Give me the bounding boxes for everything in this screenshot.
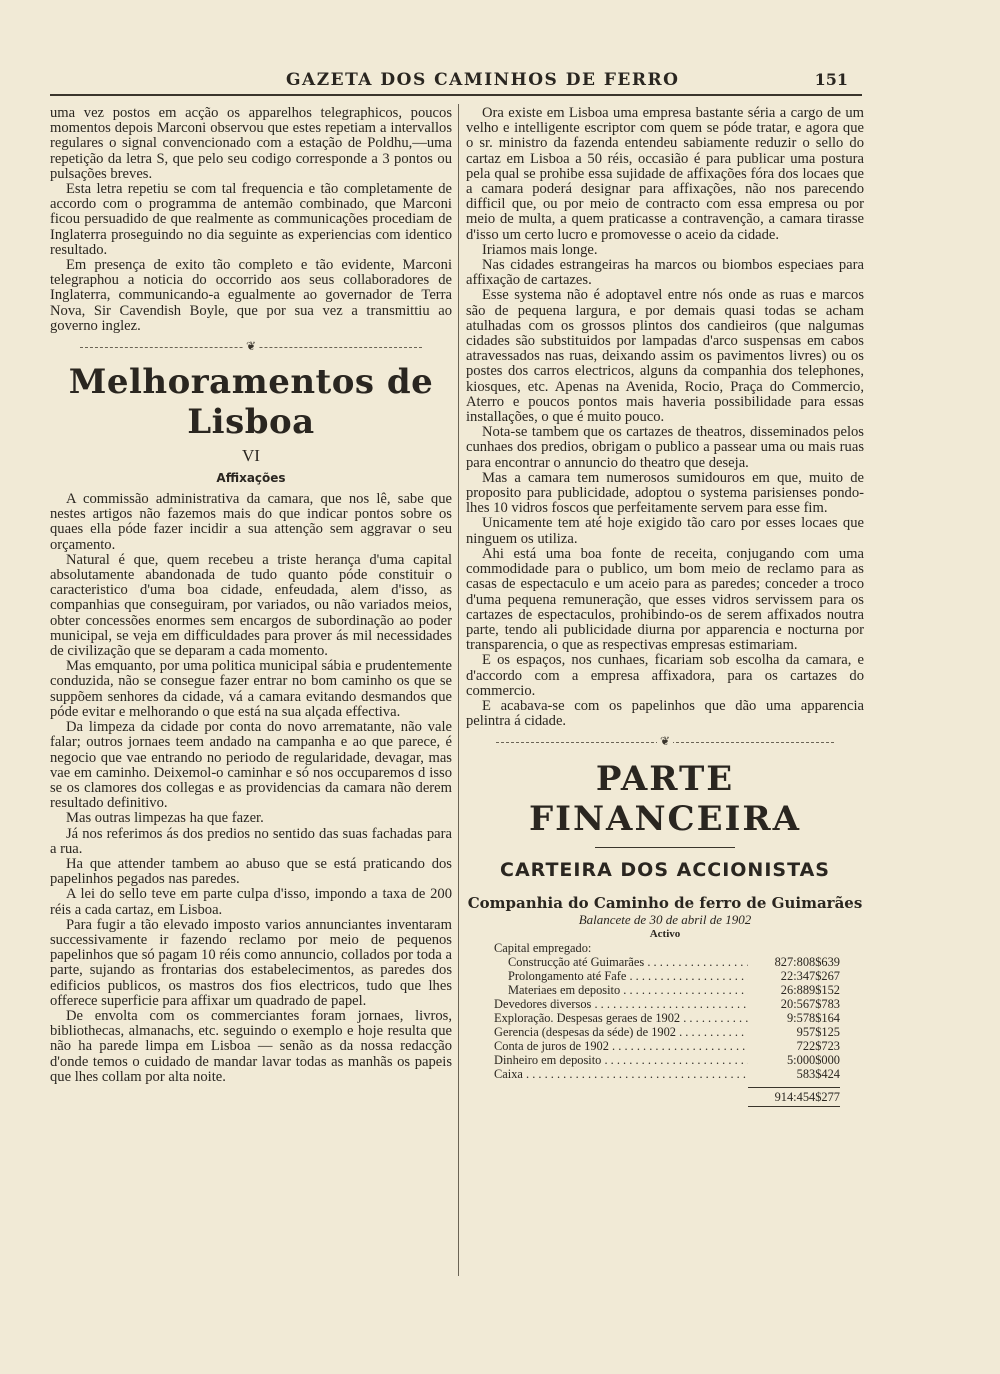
row-value: 957$125 <box>796 1025 840 1040</box>
paragraph: Mas a camara tem numerosos sumidouros em que, muito de proposito para publicidade, adoptou o systema parisienses pondo-lhes 10 vidros foscos que perfeitamente servem para esse fim. <box>466 469 864 517</box>
table-row <box>494 1067 840 1081</box>
rule <box>595 847 735 848</box>
column-divider <box>458 104 459 1276</box>
paragraph: Unicamente tem até hoje exigido tão caro por esses locaes que ninguem os utiliza. <box>466 515 864 547</box>
section-title: Melhoramentos de Lisboa <box>68 362 434 443</box>
table-row <box>494 1053 840 1067</box>
row-value: 26:889$152 <box>780 983 840 998</box>
row-label: Conta de juros de 1902 . . . <box>494 1039 748 1053</box>
paragraph: A lei do sello teve em parte culpa d'isso, impondo a taxa de 200 réis a cada cartaz, em Lisboa. <box>50 886 452 918</box>
paragraph: Mas outras limpezas ha que fazer. <box>66 810 264 827</box>
table-row <box>494 1025 840 1039</box>
row-value: 827:808$639 <box>774 955 840 970</box>
table-row <box>494 955 840 969</box>
journal-title: GAZETA DOS CAMINHOS DE FERRO <box>286 70 680 90</box>
section-subtitle: Affixações <box>216 471 286 486</box>
row-label: Gerencia (despesas da séde) de 1902 . . . <box>494 1025 748 1039</box>
table-row <box>494 983 840 997</box>
paragraph: E os espaços, nos cunhaes, ficariam sob escolha da camara, e d'accordo com a empresa affixadora, para os cartazes do commercio. <box>466 652 864 699</box>
page-number: 151 <box>814 70 848 89</box>
paragraph: Nas cidades estrangeiras ha marcos ou biombos especiaes para affixação de cartazes. <box>466 257 864 289</box>
row-value: 22:347$267 <box>780 969 840 984</box>
paragraph: Ahi está uma boa fonte de receita, conjugando com uma commodidade para o publico, um bom meio de reclamo para as casas de espectaculo e um aceio para as paredes; conceder a troco d'uma pequena remuneração, que esses vidros servissem para os cartazes de espectaculos, prohibindo-os de serem affixados noutra parte, tendo ali publicidade diurna por apparencia e nocturna por transparencia, o que as respectivas empresas estimariam. <box>466 545 864 654</box>
capital-label: Capital empregado: <box>494 941 592 956</box>
row-label: Prolongamento até Fafe . . . <box>494 969 748 983</box>
table-row <box>494 1011 840 1025</box>
paragraph: Já nos referimos ás dos predios no sentido das suas fachadas para a rua. <box>50 825 452 857</box>
balance-date: Balancete de 30 de abril de 1902 <box>578 912 752 928</box>
total-value: 914:454$277 <box>748 1087 840 1107</box>
company-name: Companhia do Caminho de ferro de Guimarães <box>467 894 863 913</box>
paragraph: Nota-se tambem que os cartazes de theatros, disseminados pelos cunhaes dos predios, obrigam o publico a passear uma ou mais ruas para encontrar o annuncio do theatro que deseja. <box>466 424 864 471</box>
row-label: Devedores diversos . . . <box>494 997 748 1011</box>
paragraph: Esta letra repetiu se com tal frequencia e tão completamente de accordo com o programma de antemão combinado, que Marconi ficou persuadido de que realmente as communicações procediam de Inglaterra proseguindo no dia seguinte as experiencias com identico resultado. <box>50 181 452 258</box>
paragraph: Em presença de exito tão completo e tão evidente, Marconi telegraphou a noticia do occorrido aos seus collaboradores de Inglaterra, communicando-a egualmente ao governador de Terra Nova, Sir Cavendish Boyle, que por sua vez a transmittiu ao governo inglez. <box>50 257 452 334</box>
paragraph: Iriamos mais longe. <box>482 241 598 258</box>
balance-table <box>494 941 840 1107</box>
row-value: 9:578$164 <box>786 1011 840 1026</box>
row-value: 722$723 <box>796 1039 840 1054</box>
paragraph: Ha que attender tambem ao abuso que se está praticando dos papelinhos pegados nas paredes. <box>50 855 452 888</box>
portfolio-title: CARTEIRA DOS ACCIONISTAS <box>500 859 830 882</box>
section-number: VI <box>242 446 260 466</box>
row-label: Dinheiro em deposito . . . <box>494 1053 748 1067</box>
paragraph: Natural é que, quem recebeu a triste herança d'uma capital absolutamente abandonada de tudo quanto póde constituir o caracteristico d'uma boa cidade, enfeudada, alem d'isso, as companhias que conseguiram, por variados, ou não variados meios, obter concessões enormes sem encargos de subordinação ao poder municipal, se veja em difficuldades para prover ás mil necessidades de civilização que se deparam a cada momento. <box>50 551 452 660</box>
section-divider <box>466 733 864 751</box>
row-label: Exploração. Despesas geraes de 1902 . . . <box>494 1011 748 1025</box>
paragraph: Da limpeza da cidade por conta do novo arrematante, não vale falar; outros jornaes teem andado na campanha e ao que parece, é negocio que vae entrando no periodo de regularidade, devagar, mas vae em caminho. Deixemol-o caminhar e só nos occuparemos d isso se os clamores dos collegas e as providencias da camara não derem resultado definitivo. <box>50 719 452 812</box>
paragraph: uma vez postos em acção os apparelhos telegraphicos, poucos momentos depois Marconi observou que estes repetiam a intervallos regulares o signal convencionado com a estação de Poldhu,—uma repetição da letra S, que pelo seu codigo corresponde a 3 pontos ou pulsações breves. <box>50 105 452 182</box>
finance-title: PARTE FINANCEIRA <box>528 759 802 840</box>
row-label: Caixa . . . <box>494 1067 748 1081</box>
paragraph: E acabava-se com os papelinhos que dão uma apparencia pelintra á cidade. <box>466 697 864 730</box>
row-value: 5:000$000 <box>786 1053 840 1068</box>
page-header <box>50 64 862 96</box>
row-label: Materiaes em deposito . . . <box>494 983 748 997</box>
row-value: 20:567$783 <box>780 997 840 1012</box>
paragraph: Esse systema não é adoptavel entre nós onde as ruas e marcos são de pequena largura, e por demais quasi todas se acham atulhadas com os grossos plintos dos candieiros (que nalgumas cidades são substituidos por lampadas d'arco suspensas em cabos atravessados nas ruas, deixando assim os pavimentos livres) ou os postes dos carros electricos, alguns da companhia dos telephones, kiosques, etc. Apenas na Avenida, Rocio, Praça do Commercio, Aterro e poucos pontos mais haveria possibilidade para essas installações, o que é muito pouco. <box>466 287 864 426</box>
right-column <box>466 106 864 1107</box>
table-row <box>494 969 840 983</box>
table-row <box>494 997 840 1011</box>
section-divider <box>50 338 452 356</box>
paragraph: Ora existe em Lisboa uma empresa bastante séria a cargo de um velho e intelligente escriptor com quem se póde tratar, e agora que o sr. ministro da fazenda entendeu sabiamente reduzir o sello do cartaz em Lisboa a 50 réis, occasião é para publicar uma postura pela qual se prohibe essa sujidade de affixações fóra dos locaes que a camara poderá designar para affixações, não nos parecendo difficil que, ou por meio de contracto com essa empresa ou por meio de multa, a quem praticasse a contravenção, a camara tirasse d'isso um certo lucro e promovesse o aceio da cidade. <box>466 105 864 243</box>
left-column <box>50 106 452 1085</box>
row-value: 583$424 <box>796 1067 840 1082</box>
ornament-icon: ❦ <box>657 735 673 747</box>
paragraph: Mas emquanto, por uma politica municipal sábia e prudentemente conduzida, não se consegue fazer entrar no bom caminho os que se suppõem senhores da cidade, vá a camara evitando desmandos que póde evitar e melhorando o que está na sua alçada effectiva. <box>50 658 452 720</box>
ornament-icon: ❦ <box>243 340 259 352</box>
total-row <box>494 1087 840 1107</box>
paragraph: De envolta com os commerciantes foram jornaes, livros, bibliothecas, almanachs, etc. seguindo o exemplo e hoje resulta que não ha parede limpa em Lisboa — senão as da nossa redacção d'onde temos o cuidado de mandar lavar todas as manhãs os papeis que lhes collam por alta noite. <box>50 1007 452 1085</box>
activo-label: Activo <box>649 928 681 941</box>
row-label: Construcção até Guimarães . . . <box>494 955 748 969</box>
paragraph: Para fugir a tão elevado imposto varios annunciantes inventaram successivamente ir fazendo reclamo por meio de pequenos papelinhos que só pagam 10 réis como annuncio, collados por toda a parte, sujando as frontarias dos estabelecimentos, as paredes dos edificios publicos, os mastros dos fios electricos, tudo que lhes offerece superficie para affixar um quadrado de papel. <box>50 916 452 1009</box>
paragraph: A commissão administrativa da camara, que nos lê, sabe que nestes artigos não fazemos mais do que indicar pontos sobre os quaes ella póde fazer incidir a sua attenção sem aggravar o seu orçamento. <box>50 491 452 553</box>
table-row <box>494 1039 840 1053</box>
